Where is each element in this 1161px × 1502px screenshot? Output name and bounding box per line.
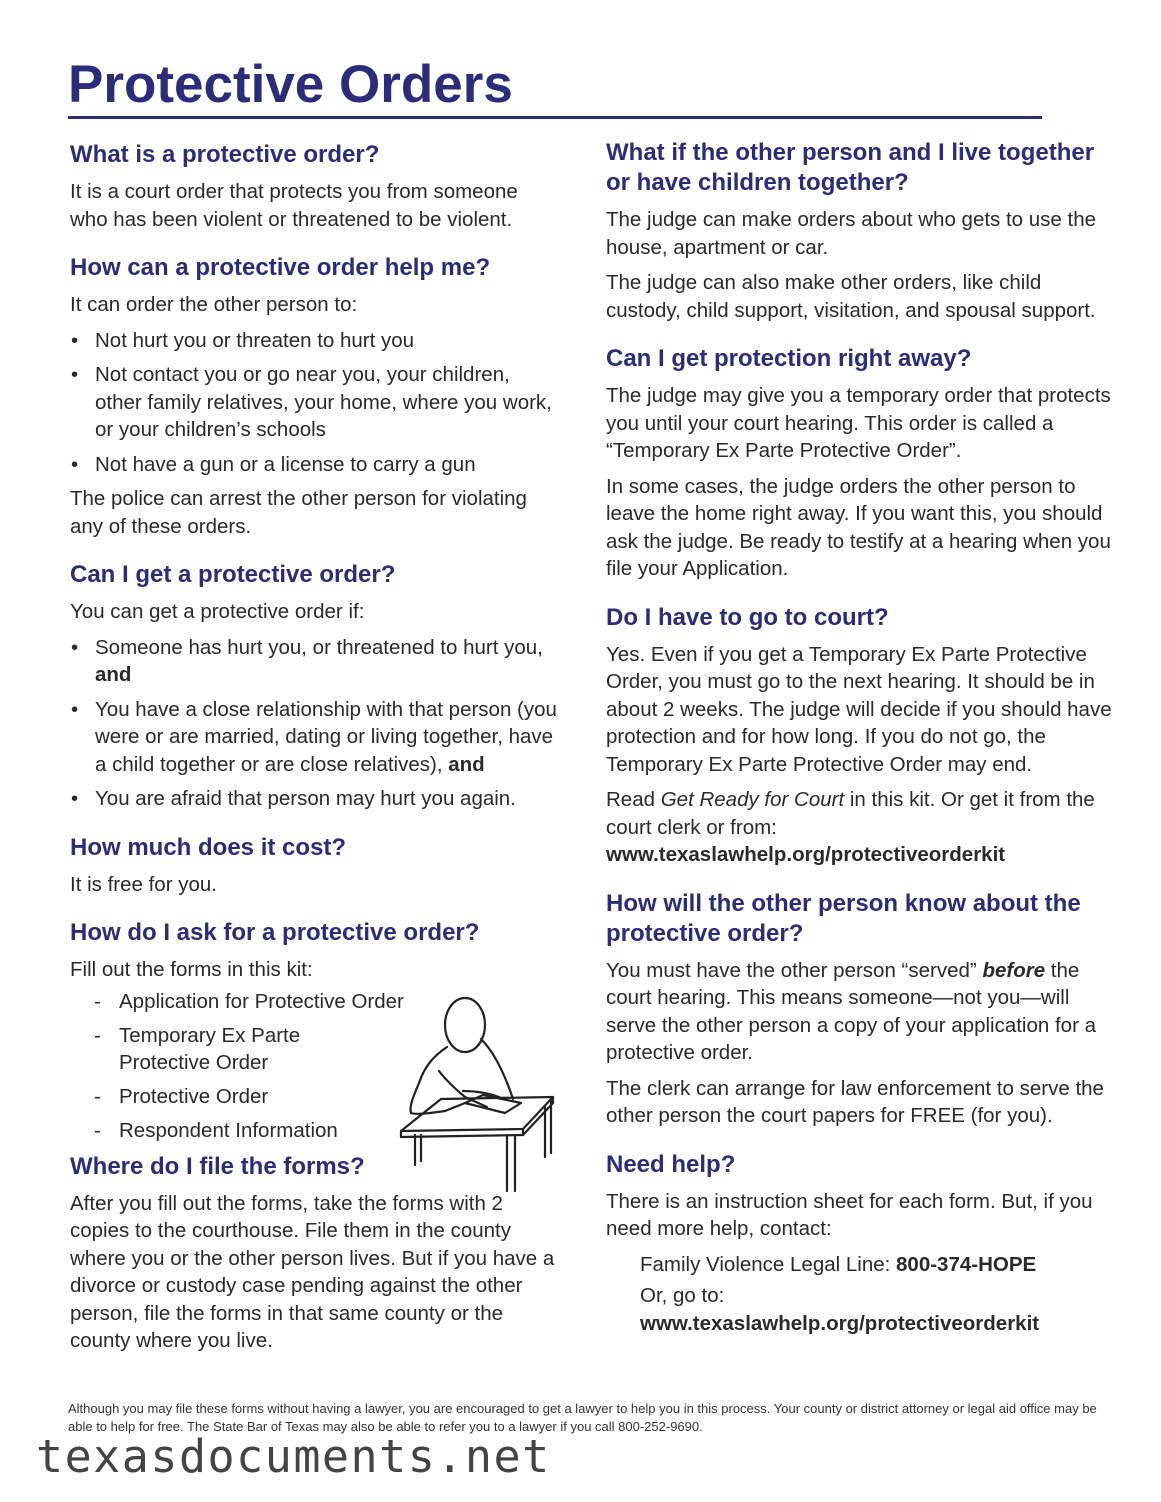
section-heading: How can a protective order help me? [70, 254, 491, 281]
section-body: It is a court order that protects you from someone who has been violent or threatened to be violent. [70, 180, 518, 231]
emphasis-text: before [982, 958, 1046, 982]
section-heading: What is a protective order? [70, 141, 380, 168]
section-body [606, 957, 1116, 1067]
section-can-i-get [70, 560, 560, 813]
body-text: Read [606, 788, 656, 811]
website-line [606, 1282, 1116, 1337]
section-right-away [606, 344, 1116, 583]
section-intro: Fill out the forms in this kit: [70, 958, 313, 981]
section-body: The judge can also make other orders, like child custody, child support, visitation, and spousal support. [606, 271, 1096, 322]
or-go-label: Or, go to: [640, 1284, 725, 1307]
list-item: - Protective Order [94, 1083, 560, 1110]
section-intro: You can get a protective order if: [70, 600, 365, 623]
list-item-bold: and [95, 663, 132, 686]
website-link[interactable]: www.texaslawhelp.org/protectiveorderkit [606, 843, 1006, 866]
list-item: • Not have a gun or a license to carry a gun [70, 451, 560, 479]
section-heading: Do I have to go to court? [606, 603, 889, 631]
section-how-help [70, 253, 560, 540]
footer-disclaimer: Although you may file these forms without having a lawyer, you are encouraged to get a lawyer to help you in this process. Your county or district attorney or legal aid office may be able to help for free. The State Bar of Texas may also be able to refer you to a lawyer if you call 800-252-9690. [68, 1401, 1097, 1434]
section-body [606, 786, 1116, 869]
section-need-help [606, 1150, 1116, 1338]
list-item-bold: and [448, 752, 485, 776]
kit-title: Get Ready for Court [660, 788, 845, 811]
bullet-list [70, 634, 560, 813]
body-text: in this kit. Or get it from the court clerk or from: [606, 788, 1095, 839]
person-writing-at-desk-icon [395, 995, 560, 1195]
section-what-is [70, 140, 560, 233]
hotline-number[interactable]: 800-374-HOPE [896, 1252, 1037, 1276]
list-item-text: You have a close relationship with that person (you were or are married, dating or living together, have a child together or are close relatives), [95, 697, 557, 776]
section-heading: Can I get a protective order? [70, 561, 396, 588]
title-rule [68, 116, 1042, 119]
page-title: Protective Orders [68, 55, 513, 114]
section-body: It is free for you. [70, 872, 217, 896]
section-go-to-court [606, 603, 1116, 869]
list-item [70, 634, 560, 689]
section-body: Yes. Even if you get a Temporary Ex Parte Protective Order, you must go to the next hearing. It should be in about 2 weeks. The judge will decide if you should have protection and for how long. If you do not go, the Temporary Ex Parte Protective Order may end. [606, 642, 1112, 776]
section-body: After you fill out the forms, take the forms with 2 copies to the courthouse. File them in the county where you or the other person lives. But if you have a divorce or custody case pending against the other person, file the forms in that same county or the county where you live. [70, 1191, 555, 1352]
section-other-person-know [606, 889, 1116, 1130]
list-item: - Respondent Information [94, 1117, 560, 1144]
body-text: You must have the other person “served” [606, 958, 977, 982]
section-heading: How do I ask for a protective order? [70, 919, 480, 946]
section-heading: Where do I file the forms? [70, 1152, 365, 1180]
section-body: The clerk can arrange for law enforcement to serve the other person the court papers for FREE (for you). [606, 1076, 1104, 1127]
list-item: - Temporary Ex Parte Protective Order [94, 1022, 329, 1076]
section-live-together [606, 138, 1116, 324]
section-heading: How much does it cost? [70, 833, 347, 861]
hotline-label: Family Violence Legal Line: [640, 1252, 891, 1276]
section-heading: Can I get protection right away? [606, 345, 972, 372]
section-body: In some cases, the judge orders the other person to leave the home right away. If you want this, you should ask the judge. Be ready to testify at a hearing when you file your Application. [606, 474, 1111, 580]
list-item-text: Someone has hurt you, or threatened to hurt you, [95, 635, 543, 659]
section-body: The judge can make orders about who gets to use the house, apartment or car. [606, 208, 1097, 259]
website-link[interactable]: www.texaslawhelp.org/protectiveorderkit [640, 1311, 1040, 1335]
section-heading: How will the other person know about the protective order? [606, 889, 1081, 947]
section-cost [70, 833, 560, 899]
list-item: • Not hurt you or threaten to hurt you [70, 327, 560, 355]
section-heading: Need help? [606, 1150, 736, 1178]
hotline [606, 1251, 1116, 1279]
list-item: - Application for Protective Order [94, 988, 560, 1015]
list-item: • You are afraid that person may hurt you again. [70, 785, 560, 813]
watermark: texasdocuments.net [36, 1430, 551, 1483]
section-body: The police can arrest the other person for violating any of these orders. [70, 487, 527, 538]
section-body: There is an instruction sheet for each form. But, if you need more help, contact: [606, 1189, 1093, 1240]
section-body: The judge may give you a temporary order that protects you until your court hearing. This order is called a “Temporary Ex Parte Protective Order”. [606, 384, 1111, 462]
body-text: the court hearing. This means someone—not you—will serve the other person a copy of your application for a protective order. [606, 958, 1097, 1064]
section-intro: It can order the other person to: [70, 293, 358, 316]
right-column [606, 138, 1116, 1357]
section-heading: What if the other person and I live together or have children together? [606, 139, 1095, 196]
bullet-list [70, 327, 560, 479]
list-item [70, 696, 560, 779]
list-item: • Not contact you or go near you, your children, other family relatives, your home, where you work, or your children’s schools [70, 361, 560, 444]
